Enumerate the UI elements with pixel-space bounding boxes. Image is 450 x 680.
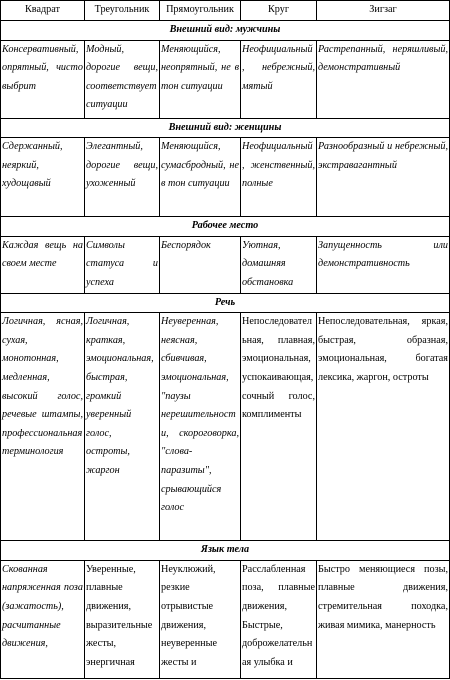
section-title-body-language: Язык тела bbox=[1, 541, 450, 561]
cell-zigzag: Быстро меняющиеся позы, плавные движения, стремительная походка, живая мимика, манерность bbox=[317, 560, 450, 678]
cell-zigzag: Запущенность или демонстративность bbox=[317, 236, 450, 293]
cell-rectangle: Беспорядок bbox=[160, 236, 241, 293]
cell-circle: Расслабленная поза, плавные движения, Быстрые, доброжелательная улыбка и bbox=[241, 560, 317, 678]
cell-square: Каждая вещь на своем месте bbox=[1, 236, 85, 293]
header-circle: Круг bbox=[241, 1, 317, 21]
cell-square: Консервативный, опрятный, чисто выбрит bbox=[1, 40, 85, 118]
cell-rectangle: Неуклюжий, резкие отрывистые движения, неуверенные жесты и bbox=[160, 560, 241, 678]
cell-triangle: Модный, дорогие вещи, соответствует ситуации bbox=[85, 40, 160, 118]
cell-zigzag: Непоследовательная, яркая, быстрая, образная, эмоциональная, богатая лексика, жаргон, остроты bbox=[317, 313, 450, 541]
row-workplace bbox=[1, 236, 450, 293]
header-square: Квадрат bbox=[1, 1, 85, 21]
row-women-appearance bbox=[1, 138, 450, 217]
cell-square: Логичная, ясная, сухая, монотонная, медленная, высокий голос, речевые штампы, профессиональная терминология bbox=[1, 313, 85, 541]
cell-circle: Уютная, домашняя обстановка bbox=[241, 236, 317, 293]
cell-square: Сдержанный, неяркий, худощавый bbox=[1, 138, 85, 217]
row-speech bbox=[1, 313, 450, 541]
cell-circle: Неофициальный, женственный, полные bbox=[241, 138, 317, 217]
cell-triangle: Элегантный, дорогие вещи, ухоженный bbox=[85, 138, 160, 217]
cell-rectangle: Меняющийся, неопрятный, не в тон ситуации bbox=[160, 40, 241, 118]
row-body-language bbox=[1, 560, 450, 678]
cell-rectangle: Неуверенная, неясная, сбивчивая, эмоциональная, "паузы нерешительности, скороговорка, "слова-паразиты", срывающийся голос bbox=[160, 313, 241, 541]
header-row bbox=[1, 1, 450, 21]
cell-circle: Неофициальный, небрежный, мятый bbox=[241, 40, 317, 118]
section-title-workplace: Рабочее место bbox=[1, 217, 450, 237]
cell-rectangle: Меняющийся, сумасбродный, не в тон ситуации bbox=[160, 138, 241, 217]
cell-square: Скованная напряженная поза (зажатость), расчитанные движения, bbox=[1, 560, 85, 678]
header-zigzag: Зигзаг bbox=[317, 1, 450, 21]
cell-zigzag: Разнообразный и небрежный, экстравагантный bbox=[317, 138, 450, 217]
cell-circle: Непоследовательная, плавная, эмоциональная, успокаивающая, сочный голос, комплименты bbox=[241, 313, 317, 541]
cell-zigzag: Растрепанный, неряшливый, демонстративный bbox=[317, 40, 450, 118]
header-rectangle: Прямоугольник bbox=[160, 1, 241, 21]
section-title-speech: Речь bbox=[1, 293, 450, 313]
cell-triangle: Логичная, краткая, эмоциональная, быстрая, громкий уверенный голос, остроты, жаргон bbox=[85, 313, 160, 541]
row-men-appearance bbox=[1, 40, 450, 118]
header-triangle: Треугольник bbox=[85, 1, 160, 21]
section-title-men: Внешний вид: мужчины bbox=[1, 21, 450, 41]
cell-triangle: Уверенные, плавные движения, выразительные жесты, энергичная bbox=[85, 560, 160, 678]
cell-triangle: Символы статуса и успеха bbox=[85, 236, 160, 293]
section-title-women: Внешний вид: женщины bbox=[1, 118, 450, 138]
